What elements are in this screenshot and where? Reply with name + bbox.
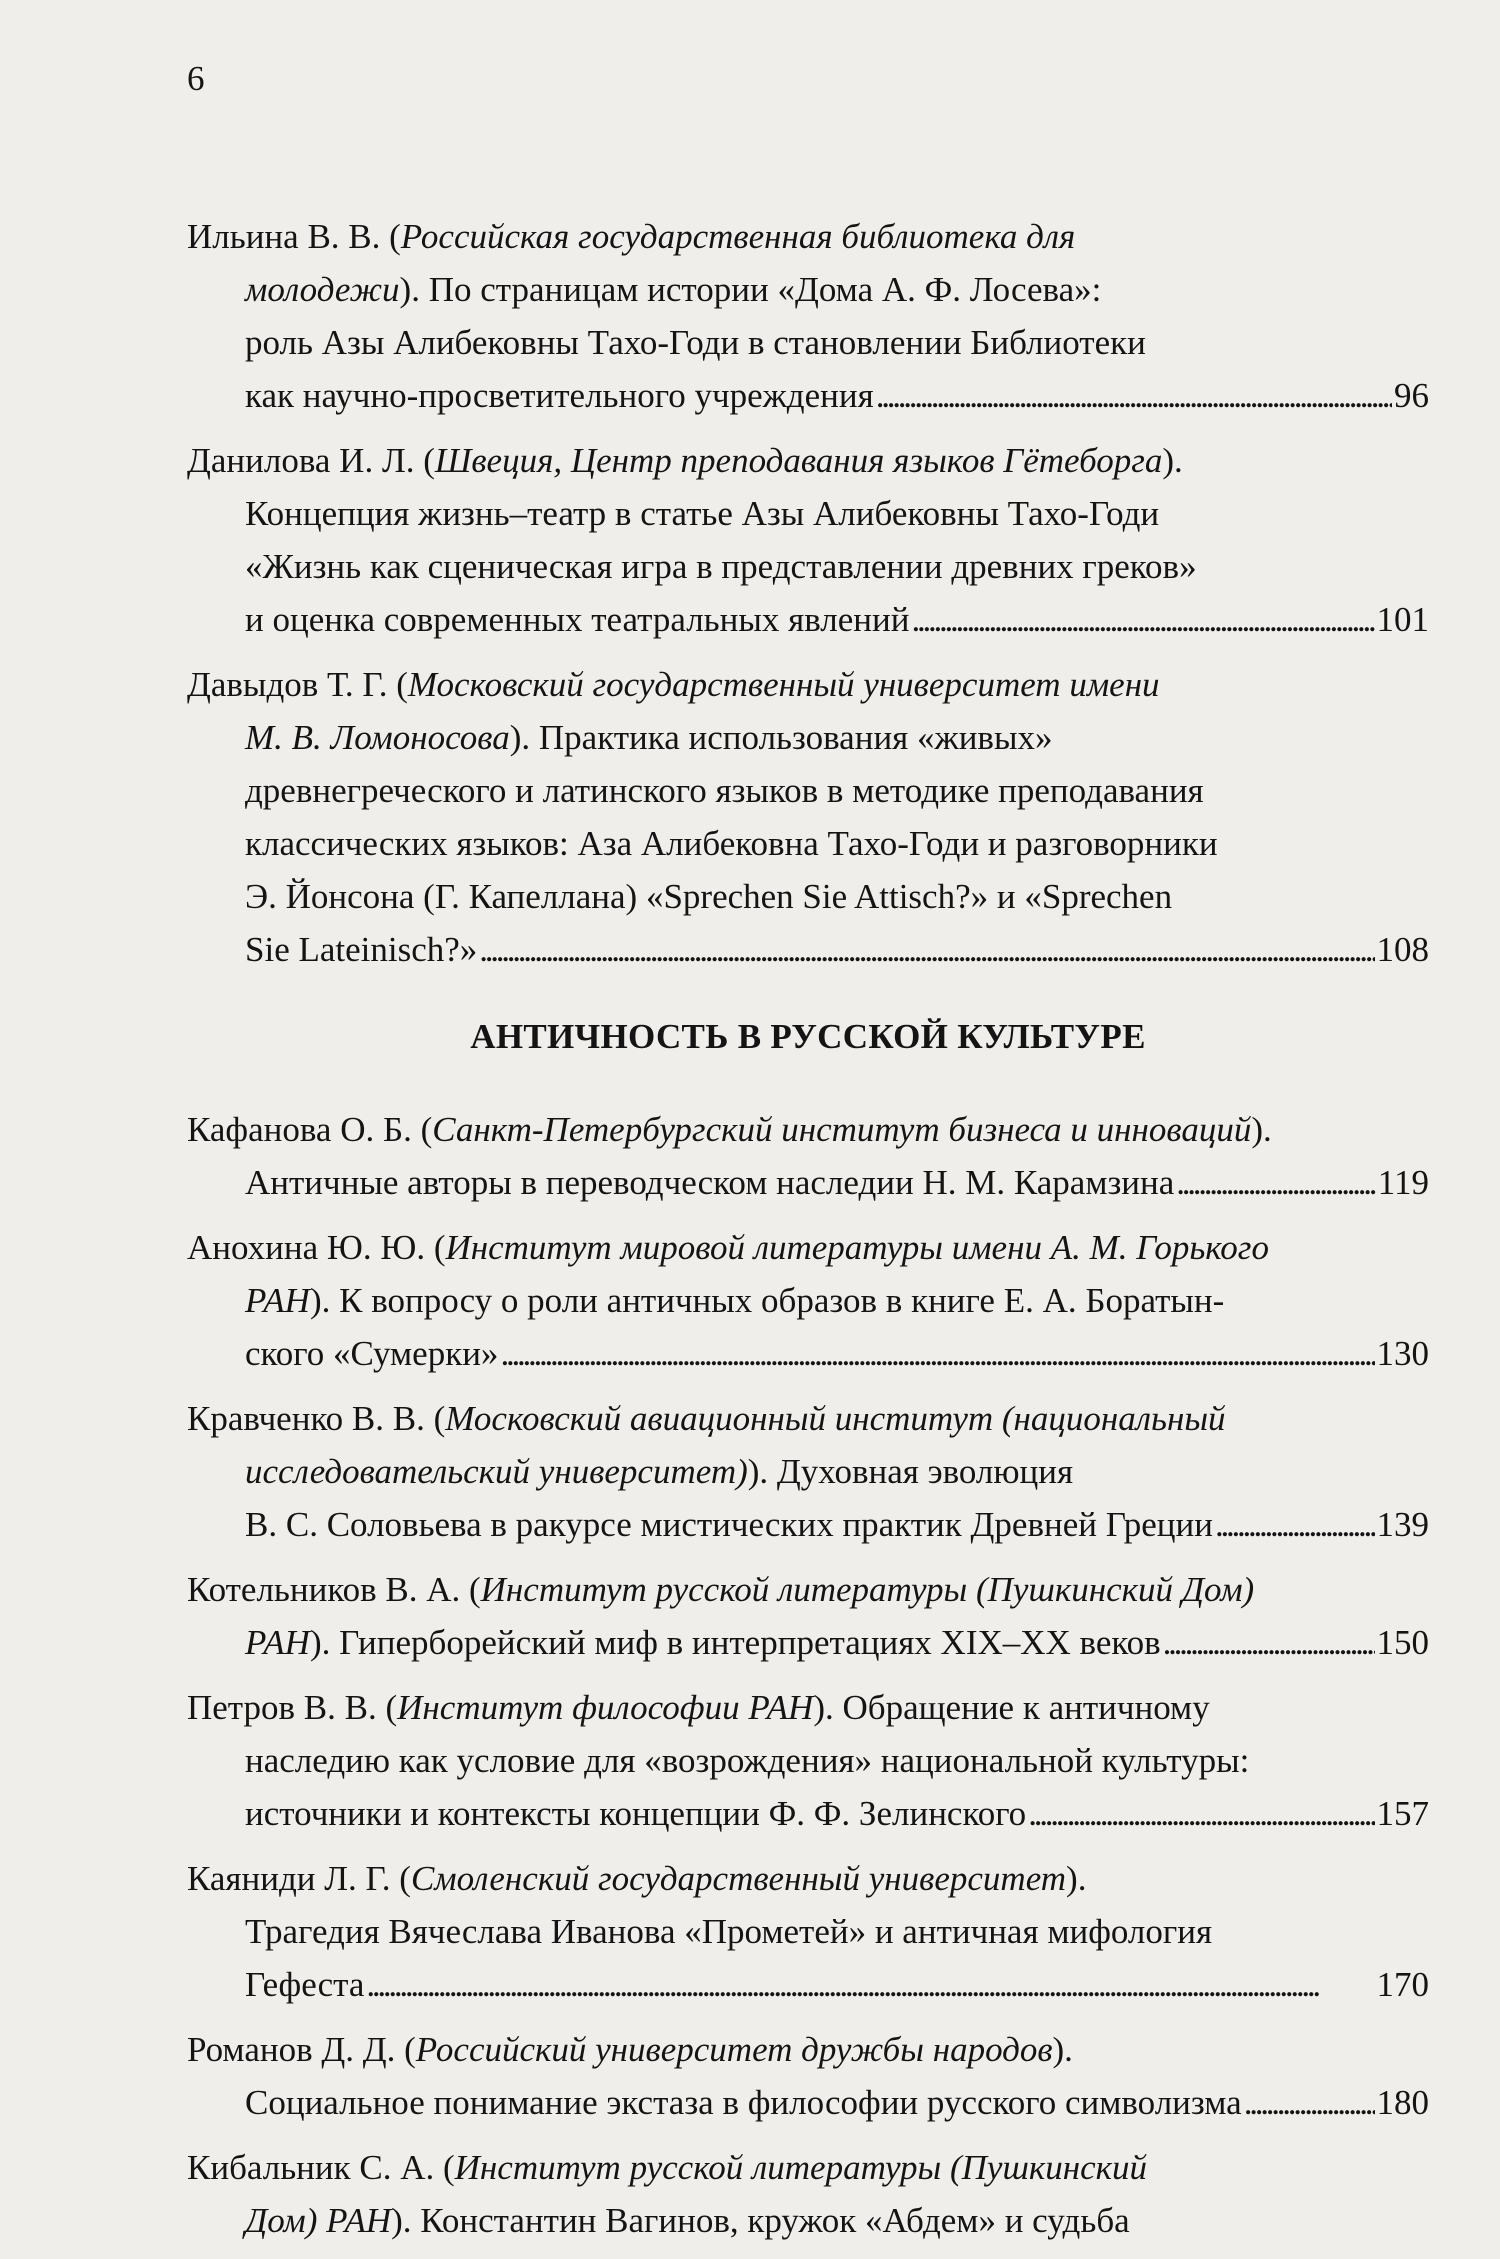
toc-text: и оценка современных театральных явлений [245, 600, 910, 639]
toc-entry-text [245, 1787, 1026, 1840]
toc-text: как научно-просветительного учреждения [245, 376, 874, 415]
toc-entry-line [187, 870, 1429, 923]
author-affiliation: исследовательский университет) [245, 1452, 748, 1491]
toc-entry-line [187, 1498, 1429, 1551]
toc-entry-line [187, 540, 1429, 593]
toc-entry-line [187, 1392, 1429, 1445]
toc-entries-group-2 [187, 1103, 1429, 2247]
toc-entry-line [187, 1221, 1429, 1274]
author-affiliation: Российская государственная библиотека для [400, 217, 1076, 256]
toc-entry-text [245, 593, 909, 646]
section-title: АНТИЧНОСТЬ В РУССКОЙ КУЛЬТУРЕ [470, 1017, 1146, 1056]
toc-entry [187, 1563, 1429, 1669]
toc-entry [187, 1681, 1429, 1840]
toc-entry-line [187, 263, 1429, 316]
author-affiliation: Институт русской литературы (Пушкинский [454, 2148, 1148, 2187]
author-affiliation: Институт философии РАН [397, 1688, 814, 1727]
toc-text: древнегреческого и латинского языков в методике преподавания [245, 771, 1204, 810]
toc-entry [187, 1221, 1429, 1380]
toc-entry-line [187, 2141, 1429, 2194]
toc-text: Концепция жизнь–театр в статье Азы Алибековны Тахо-Годи [245, 494, 1160, 533]
toc-entry-line [187, 1734, 1429, 1787]
dot-leader [1176, 1156, 1376, 1209]
toc-entry-line [187, 210, 1429, 263]
toc-page-number: 139 [1376, 1505, 1429, 1544]
toc-text: Анохина Ю. Ю. ( [187, 1228, 446, 1267]
toc-entry-line [187, 2076, 1429, 2129]
dot-leader [911, 593, 1374, 646]
toc-text: Давыдов Т. Г. ( [187, 665, 408, 704]
toc-entry-line [187, 711, 1429, 764]
toc-entry-line [187, 923, 1429, 976]
author-affiliation: Дом) РАН [245, 2201, 392, 2240]
toc-text: ). [1066, 1859, 1087, 1898]
toc-page-number: 150 [1376, 1623, 1429, 1662]
dot-leader [1244, 2076, 1375, 2129]
toc-page-number: 170 [1376, 1965, 1429, 2004]
toc-text: Античные авторы в переводческом наследии Н. М. Карамзина [245, 1163, 1175, 1202]
dot-leader [479, 923, 1374, 976]
toc-text: источники и контексты концепции Ф. Ф. Зелинского [245, 1794, 1027, 1833]
toc-entry-line [187, 487, 1429, 540]
toc-entry-line [187, 1563, 1429, 1616]
toc-entry-text [245, 369, 874, 422]
dot-leader [876, 369, 1392, 422]
toc-entry-text [245, 1156, 1174, 1209]
page-number: 6 [187, 59, 205, 98]
toc-text: наследию как условие для «возрождения» национальной культуры: [245, 1741, 1250, 1780]
toc-entry [187, 658, 1429, 976]
toc-entry-text [245, 1327, 498, 1380]
toc-entry-text [245, 1616, 1161, 1669]
toc-entry-text [245, 1498, 1213, 1551]
toc-entry-line [187, 764, 1429, 817]
toc-entry-line [187, 1327, 1429, 1380]
toc-entry-line [187, 1905, 1429, 1958]
toc-entry [187, 2023, 1429, 2129]
toc-entry-line [187, 817, 1429, 870]
toc-text: ). Обращение к античному [813, 1688, 1210, 1727]
toc-text: ). [1162, 441, 1183, 480]
toc-text: ). [1251, 1110, 1272, 1149]
toc-text: ). Духовная эволюция [747, 1452, 1074, 1491]
author-affiliation: молодежи [245, 270, 400, 309]
toc-text: Котельников В. А. ( [187, 1570, 481, 1609]
toc-entry-line [187, 1103, 1429, 1156]
toc-text: ). К вопросу о роли античных образов в книге Е. А. Боратын- [309, 1281, 1225, 1320]
author-affiliation: Российский университет дружбы народов [415, 2030, 1053, 2069]
toc-text: роль Азы Алибековны Тахо-Годи в становлении Библиотеки [245, 323, 1146, 362]
toc-entry-line [187, 434, 1429, 487]
toc-text: Каяниди Л. Г. ( [187, 1859, 411, 1898]
toc-entries-group-1 [187, 210, 1429, 976]
toc-text: ). Практика использования «живых» [509, 718, 1053, 757]
toc-entry-line [187, 593, 1429, 646]
toc-text: Романов Д. Д. ( [187, 2030, 416, 2069]
toc-entry [187, 2141, 1429, 2247]
toc-text: В. С. Соловьева в ракурсе мистических практик Древней Греции [245, 1505, 1213, 1544]
toc-entry-line [187, 1274, 1429, 1327]
toc-text: Sie Lateinisch?» [245, 930, 478, 969]
dot-leader [366, 1958, 1374, 2011]
toc-entry-line [187, 1616, 1429, 1669]
toc-entry-line [187, 658, 1429, 711]
toc-entry [187, 1852, 1429, 2011]
dot-leader [1215, 1498, 1375, 1551]
toc-page-number: 96 [1394, 376, 1429, 415]
author-affiliation: Санкт-Петербургский институт бизнеса и инноваций [432, 1110, 1252, 1149]
author-affiliation: Институт русской литературы (Пушкинский Дом) [480, 1570, 1255, 1609]
toc-text: ского «Сумерки» [245, 1334, 499, 1373]
toc-text: Трагедия Вячеслава Иванова «Прометей» и античная мифология [245, 1912, 1213, 1951]
toc-entry-line [187, 1681, 1429, 1734]
toc-entry [187, 210, 1429, 422]
toc-entry-line [187, 1787, 1429, 1840]
toc-text: ). По страницам истории «Дома А. Ф. Лосева»: [399, 270, 1102, 309]
author-affiliation: Швеция, Центр преподавания языков Гётеборга [434, 441, 1163, 480]
toc-page-number: 180 [1376, 2083, 1429, 2122]
toc-text: Кравченко В. В. ( [187, 1399, 446, 1438]
toc-entry-text [245, 923, 477, 976]
toc-entry-line [187, 1445, 1429, 1498]
author-affiliation: Московский государственный университет имени [407, 665, 1160, 704]
toc-text: Ильина В. В. ( [187, 217, 401, 256]
toc-entry-line [187, 1156, 1429, 1209]
toc-text: ). Гиперборейский миф в интерпретациях XIX–XX веков [309, 1623, 1161, 1662]
dot-leader [500, 1327, 1374, 1380]
toc-text: Петров В. В. ( [187, 1688, 398, 1727]
toc-entry-line [187, 1958, 1429, 2011]
toc-text: Кибальник С. А. ( [187, 2148, 455, 2187]
toc-entry-text [245, 2076, 1242, 2129]
dot-leader [1028, 1787, 1374, 1840]
author-affiliation: Московский авиационный институт (национальный [445, 1399, 1226, 1438]
toc-entry-text [245, 1958, 364, 2011]
author-affiliation: РАН [245, 1623, 310, 1662]
toc-text: Социальное понимание экстаза в философии русского символизма [245, 2083, 1242, 2122]
toc-entry [187, 434, 1429, 646]
toc-text: Э. Йонсона (Г. Капеллана) «Sprechen Sie Attisch?» и «Sprechen [245, 877, 1173, 916]
toc-entry-line [187, 316, 1429, 369]
author-affiliation: Смоленский государственный университет [410, 1859, 1067, 1898]
author-affiliation: М. В. Ломоносова [245, 718, 510, 757]
toc-page-number: 108 [1376, 930, 1429, 969]
toc-page-number: 157 [1376, 1794, 1429, 1833]
toc-page-number: 130 [1376, 1334, 1429, 1373]
dot-leader [1163, 1616, 1375, 1669]
toc-text: ). [1052, 2030, 1073, 2069]
toc-text: ). Константин Вагинов, кружок «Абдем» и судьба [391, 2201, 1130, 2240]
toc-page-number: 119 [1377, 1163, 1429, 1202]
toc-entry [187, 1103, 1429, 1209]
toc-text: Гефеста [245, 1965, 365, 2004]
toc-text: классических языков: Аза Алибековна Тахо-Годи и разговорники [245, 824, 1218, 863]
table-of-contents [187, 210, 1429, 2259]
toc-text: Кафанова О. Б. ( [187, 1110, 433, 1149]
toc-entry-line [187, 2194, 1429, 2247]
toc-entry-line [187, 369, 1429, 422]
toc-text: «Жизнь как сценическая игра в представлении древних греков» [245, 547, 1197, 586]
toc-entry-line [187, 2023, 1429, 2076]
author-affiliation: Институт мировой литературы имени А. М. Горького [445, 1228, 1269, 1267]
toc-text: Данилова И. Л. ( [187, 441, 435, 480]
toc-page-number: 101 [1376, 600, 1429, 639]
author-affiliation: РАН [245, 1281, 310, 1320]
toc-entry [187, 1392, 1429, 1551]
toc-entry-line [187, 1852, 1429, 1905]
